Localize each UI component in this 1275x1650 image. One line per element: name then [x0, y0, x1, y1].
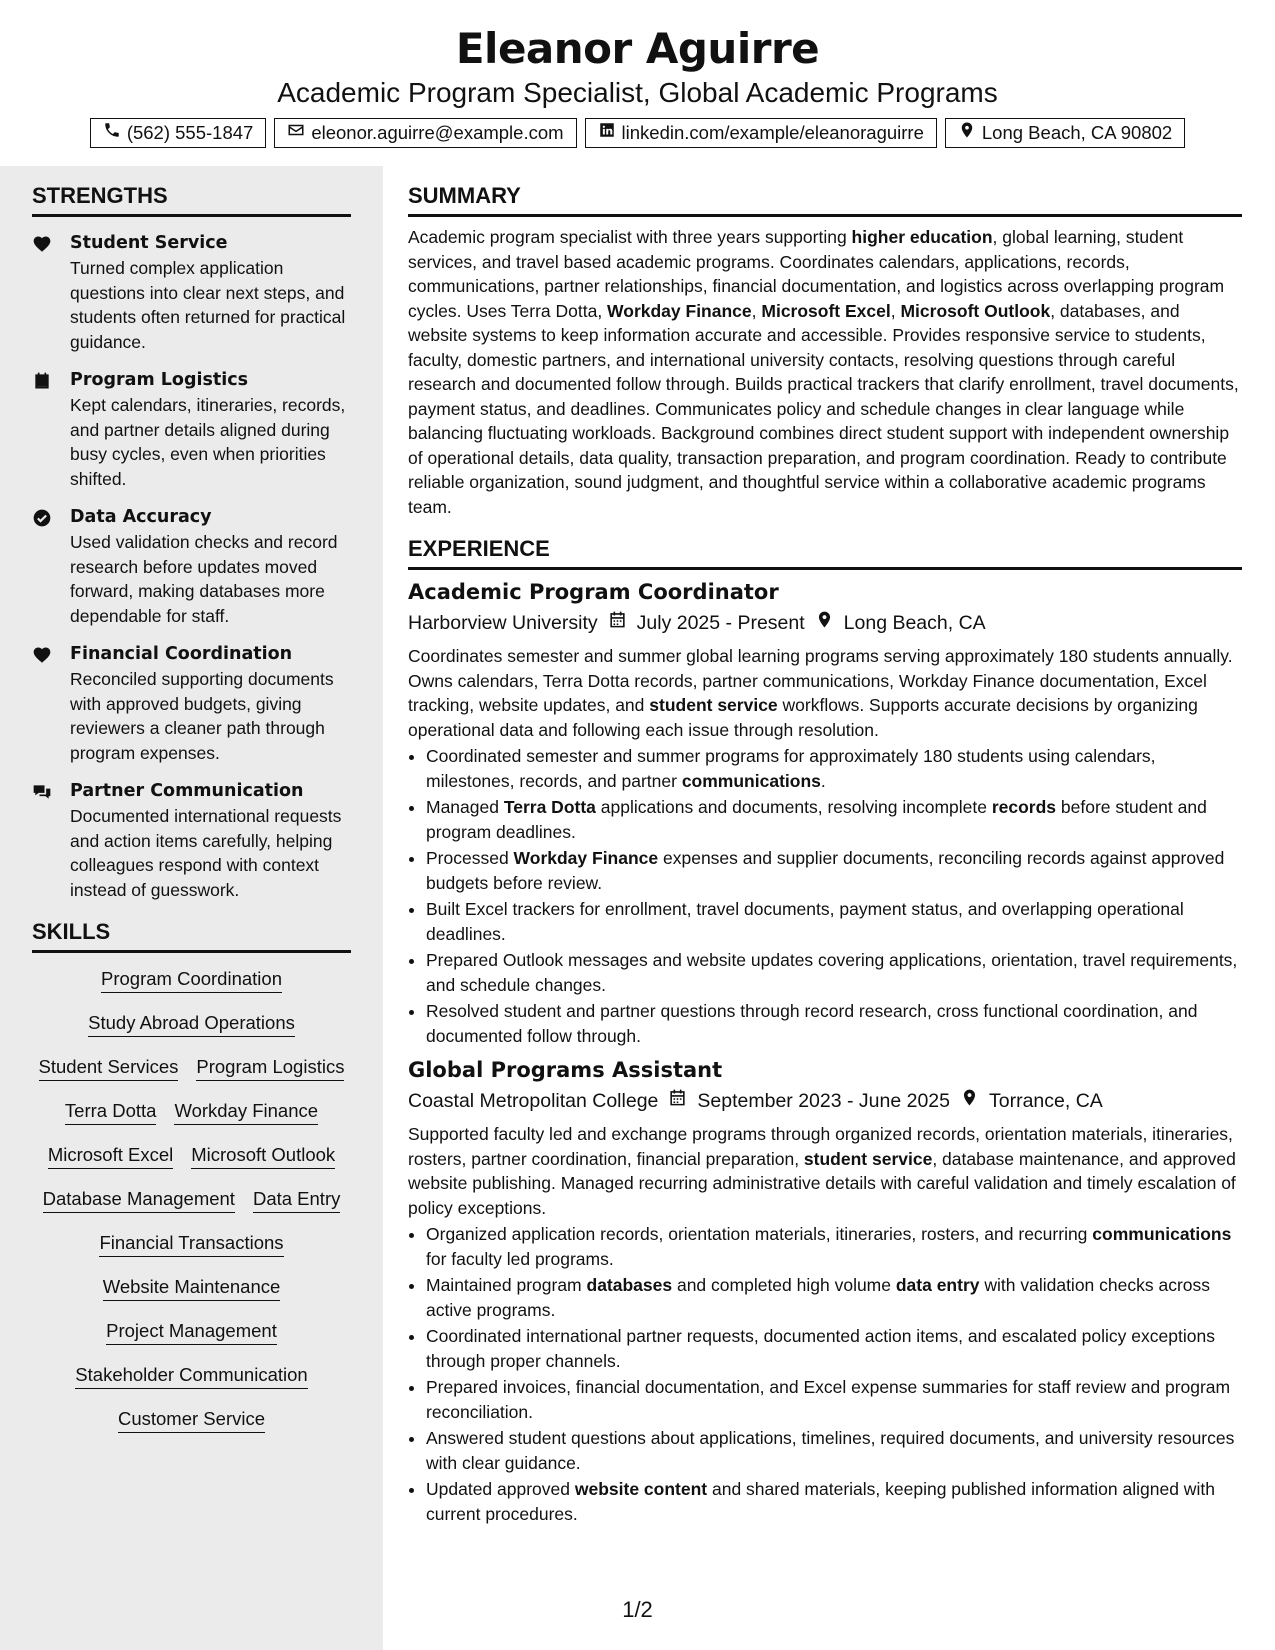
bold-text: Workday Finance [513, 848, 659, 868]
check-circle-icon [32, 505, 70, 628]
contact-location-text: Long Beach, CA 90802 [981, 122, 1173, 143]
text-segment: Updated approved [426, 1479, 575, 1499]
strength-description: Reconciled supporting documents with approved budgets, giving reviewers a cleaner path through program expenses. [70, 669, 334, 763]
strength-description: Used validation checks and record research before updates moved forward, making databases more dependable for staff. [70, 532, 338, 626]
bullet-item [426, 897, 1242, 946]
bullet-item [426, 948, 1242, 997]
skill-tag: Customer Service [118, 1407, 265, 1433]
skill-tag: Microsoft Outlook [191, 1143, 335, 1169]
strength-item [32, 779, 351, 902]
page-number: 1/2 [622, 1597, 653, 1622]
bullet-item [426, 1375, 1242, 1424]
job-organization: Harborview University [408, 612, 598, 634]
phone-icon [103, 121, 121, 145]
skills-heading: SKILLS [32, 918, 351, 953]
strength-body [70, 231, 351, 354]
job-title: Global Programs Assistant [408, 1058, 723, 1082]
summary-text [408, 225, 1242, 519]
text-segment: Academic program specialist with three years supporting [408, 227, 852, 247]
bullet-item [426, 744, 1242, 793]
strength-item [32, 368, 351, 491]
strength-description: Documented international requests and action items carefully, helping colleagues respond with context instead of guesswork. [70, 806, 342, 900]
job-meta [408, 608, 1242, 638]
strength-item [32, 505, 351, 628]
text-segment: Organized application records, orientation materials, itineraries, rosters, and recurring [426, 1224, 1093, 1244]
contact-email-text: eleonor.aguirre@example.com [311, 122, 564, 143]
map-pin-icon [815, 608, 834, 638]
bold-text: student service [803, 1148, 933, 1169]
text-segment: Supported faculty led and exchange programs through organized records, orientation materials, itineraries, rosters, partner coordination, financial preparation, [408, 1124, 1233, 1169]
skill-tag: Workday Finance [174, 1099, 318, 1125]
text-segment: Answered student questions about applications, timelines, required documents, and university resources with clear guidance. [426, 1428, 1235, 1473]
linkedin-icon [598, 121, 616, 145]
candidate-title: Academic Program Specialist, Global Academic Programs [277, 77, 998, 108]
job-organization: Coastal Metropolitan College [408, 1090, 659, 1112]
contact-phone-text: (562) 555-1847 [126, 122, 254, 143]
summary-heading: SUMMARY [408, 182, 1242, 217]
bold-text: website content [574, 1479, 708, 1499]
text-segment: Maintained program [426, 1275, 587, 1295]
skill-tag: Study Abroad Operations [88, 1011, 295, 1037]
bold-text: Workday Finance [607, 300, 752, 321]
sidebar [0, 166, 383, 1650]
bullet-item [426, 1477, 1242, 1526]
skills-list [32, 967, 351, 1433]
bold-text: Microsoft Outlook [900, 300, 1051, 321]
text-segment: Coordinated international partner requests, documented action items, and escalated policy exceptions through proper channels. [426, 1326, 1215, 1371]
strength-title: Data Accuracy [70, 507, 212, 527]
candidate-name: Eleanor Aguirre [455, 24, 820, 73]
bullet-item [426, 1222, 1242, 1271]
strength-item [32, 642, 351, 765]
bold-text: communications [681, 770, 821, 791]
experience-heading: EXPERIENCE [408, 535, 1242, 570]
skill-tag: Financial Transactions [99, 1231, 283, 1257]
skill-tag: Data Entry [253, 1187, 340, 1213]
skill-tag: Program Logistics [196, 1055, 344, 1081]
map-pin-icon [960, 1086, 979, 1116]
bold-text: data entry [895, 1275, 980, 1295]
text-segment: before student and program deadlines. [426, 797, 1207, 842]
bold-text: records [991, 797, 1057, 817]
job-entry [408, 1056, 1242, 1526]
bold-text: higher education [851, 227, 993, 247]
bullet-item [426, 846, 1242, 895]
text-segment: , global learning, student services, and travel based academic programs. Coordinates calendars, applications, records, communications, partner relationships, financial documentation, and logistics across overlapping program cycles. Uses Terra Dotta, [408, 227, 1225, 321]
text-segment: Built Excel trackers for enrollment, travel documents, payment status, and overlapping operational deadlines. [426, 899, 1184, 944]
bullet-item [426, 1273, 1242, 1322]
bold-text: Terra Dotta [503, 797, 596, 817]
skill-tag: Student Services [39, 1055, 179, 1081]
text-segment: expenses and supplier documents, reconciling records against approved budgets before review. [426, 848, 1225, 893]
strength-title: Financial Coordination [70, 644, 293, 664]
bullet-item [426, 999, 1242, 1048]
strength-body [70, 505, 351, 628]
bullet-item [426, 1324, 1242, 1373]
skill-tag: Terra Dotta [65, 1099, 157, 1125]
skill-tag: Microsoft Excel [48, 1143, 173, 1169]
skill-tag: Database Management [43, 1187, 235, 1213]
contact-phone [90, 118, 267, 148]
text-segment: Coordinates semester and summer global learning programs serving approximately 180 students annually. Owns calendars, Terra Dotta records, partner communications, Workday Finance documentation, Excel tracking, website updates, and [408, 646, 1233, 715]
job-title: Academic Program Coordinator [408, 580, 779, 604]
job-bullets [408, 1222, 1242, 1526]
strength-body [70, 642, 351, 765]
skill-tag: Program Coordination [101, 967, 282, 993]
calendar-icon [668, 1086, 687, 1116]
job-meta [408, 1086, 1242, 1116]
map-pin-icon [958, 121, 976, 145]
text-segment: , [751, 300, 762, 321]
text-segment: workflows. Supports accurate decisions by organizing operational data and following each issue through resolution. [408, 695, 1198, 740]
text-segment: Coordinated semester and summer programs for approximately 180 students using calendars, milestones, records, and partner [426, 746, 1156, 791]
text-segment: with validation checks across active programs. [426, 1275, 1211, 1320]
heart-icon [32, 642, 70, 765]
skill-tag: Stakeholder Communication [75, 1363, 307, 1389]
envelope-icon [287, 121, 305, 145]
bullet-item [426, 1426, 1242, 1475]
main-content [408, 166, 1242, 1526]
job-description [408, 644, 1242, 742]
chat-bubbles-icon [32, 779, 70, 902]
bold-text: student service [649, 695, 778, 715]
strength-body [70, 368, 351, 491]
skill-tag: Website Maintenance [103, 1275, 281, 1301]
calendar-icon [32, 368, 70, 491]
job-location: Torrance, CA [989, 1090, 1103, 1112]
strength-item [32, 231, 351, 354]
resume-header [0, 0, 1275, 148]
text-segment: , database maintenance, and approved website publishing. Managed recurring administrative details with careful validation and timely escalation of policy exceptions. [408, 1148, 1236, 1218]
calendar-icon [608, 608, 627, 638]
text-segment: Processed [426, 848, 514, 868]
text-segment: and completed high volume [672, 1275, 896, 1295]
skill-tag: Project Management [106, 1319, 277, 1345]
strength-body [70, 779, 351, 902]
text-segment: . [820, 770, 826, 791]
text-segment: Prepared Outlook messages and website updates covering applications, orientation, travel requirements, and schedule changes. [426, 950, 1238, 995]
bullet-item [426, 795, 1242, 844]
text-segment: Prepared invoices, financial documentation, and Excel expense summaries for staff review and program reconciliation. [426, 1377, 1231, 1422]
contact-location [945, 118, 1185, 148]
job-bullets [408, 744, 1242, 1048]
strength-title: Partner Communication [70, 781, 304, 801]
job-dates: July 2025 - Present [636, 612, 805, 634]
strength-title: Student Service [70, 233, 228, 253]
job-dates: September 2023 - June 2025 [697, 1090, 950, 1112]
strength-description: Turned complex application questions into clear next steps, and students often returned for practical guidance. [70, 258, 346, 352]
text-segment: , [890, 300, 901, 321]
bold-text: communications [1092, 1224, 1232, 1244]
job-location: Long Beach, CA [843, 612, 986, 634]
heart-icon [32, 231, 70, 354]
strengths-list [32, 231, 351, 902]
contact-linkedin[interactable] [585, 118, 937, 148]
text-segment: applications and documents, resolving incomplete [595, 797, 992, 817]
contact-linkedin-text: linkedin.com/example/eleanoraguirre [621, 122, 924, 143]
text-segment: Resolved student and partner questions through record research, cross functional coordination, and documented follow through. [426, 1001, 1198, 1046]
bold-text: Microsoft Excel [761, 300, 891, 321]
strengths-heading: STRENGTHS [32, 182, 351, 217]
text-segment: and shared materials, keeping published information aligned with current procedures. [426, 1479, 1215, 1524]
job-description [408, 1122, 1242, 1220]
bold-text: databases [586, 1275, 673, 1295]
contact-bar [0, 118, 1275, 148]
contact-email[interactable] [274, 118, 576, 148]
experience-list [408, 578, 1242, 1526]
text-segment: for faculty led programs. [426, 1248, 614, 1269]
job-entry [408, 578, 1242, 1048]
strength-description: Kept calendars, itineraries, records, and partner details aligned during busy cycles, even when priorities shifted. [70, 395, 346, 489]
text-segment: Managed [426, 797, 504, 817]
text-segment: , databases, and website systems to keep information accurate and accessible. Provides responsive service to students, faculty, domestic partners, and international university contacts, resolving questions through careful research and documented follow through. Builds practical trackers that clarify enrollment, travel documents, payment status, and deadlines. Communicates policy and schedule changes in clear language while balancing fluctuating workloads. Background combines direct student support with independent ownership of operational details, data quality, transaction preparation, and program coordination. Ready to contribute reliable organization, sound judgment, and thoughtful service within a collaborative academic programs team. [408, 300, 1239, 517]
strength-title: Program Logistics [70, 370, 249, 390]
